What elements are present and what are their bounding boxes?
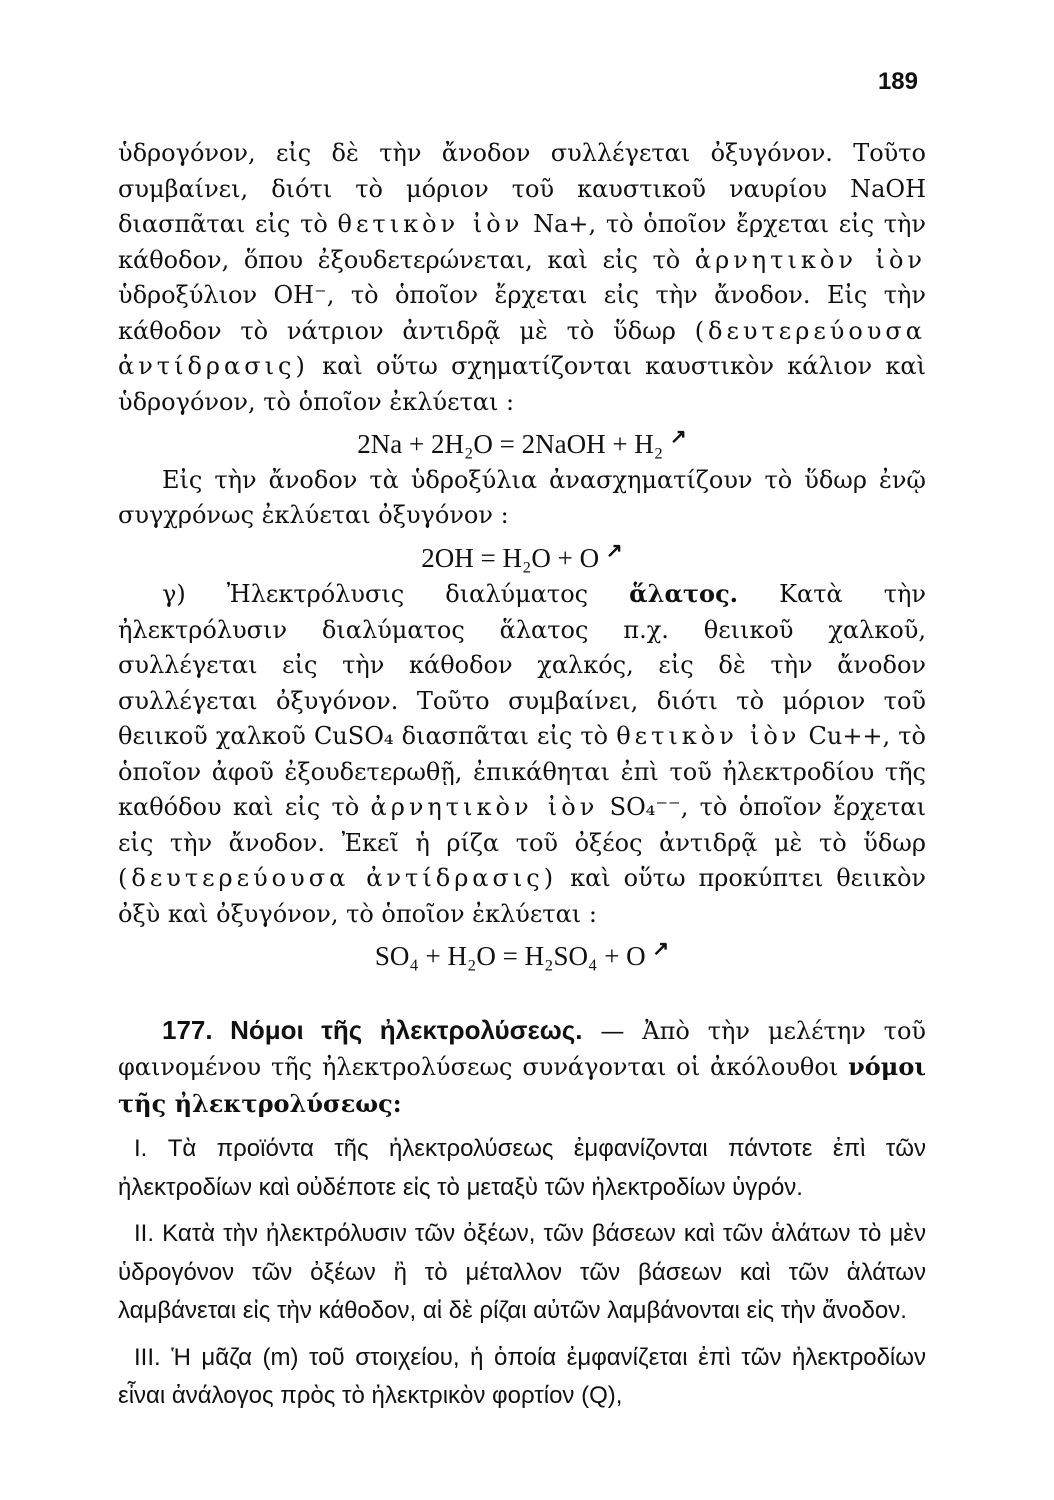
equation-hydroxyl: 2OH = H₂O + O ↗ [421,539,623,573]
equation-sulfate: SO₄ + H₂O = H₂SO₄ + O ↗ [374,938,670,971]
paragraph-salt-electrolysis: γ) Ἠλεκτρόλυσις διαλύματος ἅλατος. Κατὰ τὴν ἠλεκτρόλυσιν διαλύματος ἅλατος π.χ. θειικοῦ χαλκοῦ, συλλέγεται εἰς τὴν κάθοδον χαλκός, εἰς δὲ τὴν ἄνοδον συλλέγεται ὀξυγόνον. Τοῦτο συμβαίνει, διότι τὸ μόριον τοῦ θειικοῦ χαλκοῦ CuSO₄ διασπᾶται εἰς τὸ θετικὸν ἰὸν Cu++, τὸ ὁποῖον ἀφοῦ ἐξουδετερωθῇ, ἐπικάθηται ἐπὶ τοῦ ἠλεκτροδίου τῆς καθόδου καὶ εἰς τὸ ἀρνητικὸν ἰὸν SO₄⁻⁻, τὸ ὁποῖον ἔρχεται εἰς τὴν ἄνοδον. Ἐκεῖ ἡ ρίζα τοῦ ὀξέος ἀντιδρᾷ μὲ τὸ ὕδωρ (δευτερεύουσα ἀντίδρασις) καὶ οὕτω προκύπτει θειικὸν ὀξὺ καὶ ὀξυγόνον, τὸ ὁποῖον ἐκλύεται : [118,579,926,928]
section-title: 177. Νόμοι τῆς ἠλεκτρολύσεως. [162,1014,583,1045]
body-text [118,136,926,1416]
paragraph-naoh-electrolysis: ὑδρογόνον, εἰς δὲ τὴν ἄνοδον συλλέγεται ὀξυγόνον. Τοῦτο συμβαίνει, διότι τὸ μόριον τοῦ καυστικοῦ ναυρίου NaOH διασπᾶται εἰς τὸ θετικὸν ἰὸν Na+, τὸ ὁποῖον ἔρχεται εἰς τὴν κάθοδον, ὅπου ἐξουδετερώνεται, καὶ εἰς τὸ ἀρνητικὸν ἰὸν ὑδροξύλιον OH⁻, τὸ ὁποῖον ἔρχεται εἰς τὴν ἄνοδον. Εἰς τὴν κάθοδον τὸ νάτριον ἀντιδρᾷ μὲ τὸ ὕδωρ (δευτερεύουσα ἀντίδρασις) καὶ οὕτω σχηματίζονται καυστικὸν κάλιον καὶ ὑδρογόνον, τὸ ὁποῖον ἐκλύεται : [118,139,926,416]
subsection-heading: γ) Ἠλεκτρόλυσις διαλύματος [162,580,589,608]
gas-arrow-icon: ↗ [605,539,623,562]
gas-arrow-icon: ↗ [652,938,670,960]
spaced-term: θετικὸν ἰὸν [337,210,524,238]
spacer [118,975,926,1013]
spaced-term: θετικὸν ἰὸν [616,722,801,750]
law-2: II. Κατὰ τὴν ἠλεκτρόλυσιν τῶν ὀξέων, τῶν βάσεων καὶ τῶν ἁλάτων τὸ μὲν ὑδρογόνον τῶν ὀξέων ἢ τὸ μέταλλον τῶν βάσεων καὶ τῶν ἁλάτων λαμβάνεται εἰς τὴν κάθοδον, αἱ δὲ ρίζαι αὐτῶν λαμβάνονται εἰς τὴν ἄνοδον. [118,1220,926,1324]
section-laws-intro: 177. Νόμοι τῆς ἠλεκτρολύσεως. — Ἀπὸ τὴν μελέτην τοῦ φαινομένου τῆς ἠλεκτρολύσεως συνάγονται οἱ ἀκόλουθοι νόμοι τῆς ἠλεκτρολύσεως: [118,1014,926,1118]
paragraph-anode-oxygen: Εἰς τὴν ἄνοδον τὰ ὑδροξύλια ἀνασχηματίζουν τὸ ὕδωρ ἐνῷ συγχρόνως ἐκλύεται ὀξυγόνον : [118,465,926,529]
spaced-term: (δευτερεύουσα ἀντίδρασις) [118,864,558,892]
law-1: I. Τὰ προϊόντα τῆς ἠλεκτρολύσεως ἐμφανίζονται πάντοτε ἐπὶ τῶν ἠλεκτροδίων καὶ οὐδέποτε εἰς τὸ μεταξὺ τῶν ἠλεκτροδίων ὑγρόν. [118,1135,926,1201]
page-number: 189 [877,68,918,95]
equation-sodium: 2Na + 2H₂O = 2NaOH + H₂ ↗ [357,426,687,459]
gas-arrow-icon: ↗ [669,426,687,448]
spaced-term: ἀρνητικὸν ἰὸν [370,793,599,821]
spaced-term: (δευτερεύουσα ἀντίδρασις) [118,316,926,380]
law-3: III. Ἡ μᾶζα (m) τοῦ στοιχείου, ἡ ὁποία ἐμφανίζεται ἐπὶ τῶν ἠλεκτροδίων εἶναι ἀνάλογος πρὸς τὸ ἠλεκτρικὸν φορτίον (Q), [118,1343,926,1409]
spaced-term: ἀρνητικὸν ἰὸν [694,245,926,274]
subsection-heading-bold: ἅλατος. [629,579,739,608]
laws-heading: νόμοι τῆς ἠλεκτρολύσεως: [118,1052,926,1118]
